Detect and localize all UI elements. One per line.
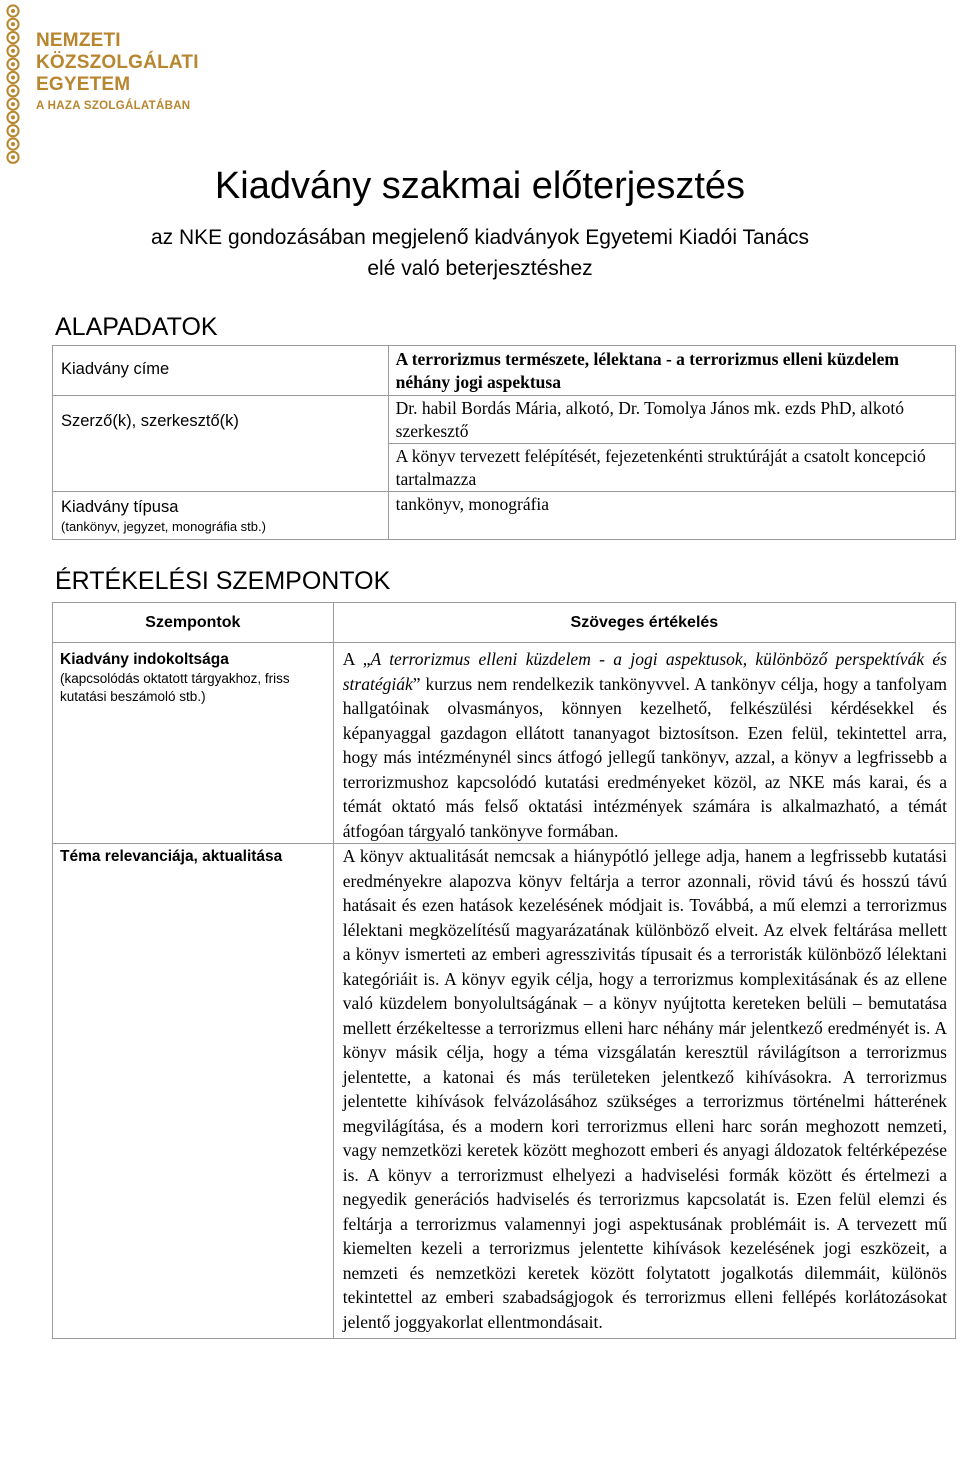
criteria-label-justification: Kiadvány indokoltsága: [60, 651, 229, 668]
row-hint-type: (tankönyv, jegyzet, monográfia stb.): [61, 519, 266, 534]
logo-line-1: NEMZETI: [36, 30, 121, 51]
label-cell: [53, 346, 389, 396]
university-logo-ornament-icon: [4, 4, 22, 172]
evaluation-text-cell: [333, 643, 955, 844]
evaluation-table: [52, 602, 956, 1339]
row-label-type: Kiadvány típusa: [61, 498, 179, 516]
subtitle-line-2: elé való beterjesztéshez: [367, 257, 593, 280]
course-title: A terrorizmus elleni küzdelem - a jogi aspektusok, különböző perspektívák és stratégiák: [342, 649, 947, 694]
column-header-criteria-label: Szempontok: [145, 613, 241, 631]
table-row: [53, 346, 956, 396]
value-cell: [388, 346, 955, 396]
document-title: Kiadvány szakmai előterjesztés: [214, 165, 746, 207]
criteria-cell: [53, 844, 334, 1339]
table-header-row: [53, 603, 956, 643]
evaluation-text-relevance: A könyv aktualitását nemcsak a hiánypótló jellege adja, hanem a legfrissebb kutatási eredményekre alapozva könyv feltárja a terror azonnali, rövid távú és hosszú távú hatásait és ezen hatások kezelésének módjait is. Továbbá, a mű elemzi a terrorizmus lélektani megközelítésű magyarázatának különböző elveit. Az elvek feltárása mellett a könyv ismerteti az emberi agresszivitás típusait és a terroristák különböző lélektani kategóriáit is. A könyv egyik célja, hogy a terrorizmus komplexitásának és az ellene való küzdelem bonyolultságának – a könyv nyújtotta kereteken belüli – bemutatása mellett érzékeltesse a terrorizmus elleni harc néhány már jelentkező eredményét is. A könyv másik célja, hogy a téma vizsgálatán keresztül rávilágítson a terrorizmus jelentette, a katonai és más területeken jelentkező kihívásokra. A terrorizmus jelentette kihívások felvázolásához szükséges a terrorizmus történelmi hátterének megvilágítása, és a modern kori terrorizmus elleni harc során meghozott nemzeti, vagy nemzetközi keretek között meghozott emberi és anyagi áldozatok feltérképezése is. A könyv a terrorizmust elhelyezi a hadviselési formák között és értelmezi a negyedik generációs hadviselés és terrorizmus kapcsolatát is. Ezen felül elemzi és feltárja a terrorizmus valamennyi jogi aspektusának problémáit is. A tervezett mű kiemelten kezeli a terrorizmus jelentette kihívások kezelésének jogi eszközeit, a nemzeti és nemzetközi keretek között folytatott jogalkotás dilemmáit, különös tekintettel az emberi szabadságjogok és terrorizmus elleni fellépés korlátozásokat jelentő joggyakorlat ellentmondásait.: [342, 846, 947, 1332]
logo-line-3: EGYETEM: [36, 74, 131, 95]
publication-type-value: tankönyv, monográfia: [395, 494, 550, 514]
column-header-text: [333, 603, 955, 643]
section-heading-ertekeles: ÉRTÉKELÉSI SZEMPONTOK: [55, 567, 391, 595]
structure-note-value: A könyv tervezett felépítését, fejezetenkénti struktúráját a csatolt koncepció tartalmazza: [395, 446, 926, 489]
basic-data-table: [52, 345, 956, 540]
value-cell: [388, 396, 955, 444]
column-header-criteria: [53, 603, 334, 643]
publication-title-value: A terrorizmus természete, lélektana - a terrorizmus elleni küzdelem néhány jogi aspektusa: [395, 349, 899, 392]
logo-line-2: KÖZSZOLGÁLATI: [36, 52, 199, 73]
row-label-authors: Szerző(k), szerkesztő(k): [61, 412, 239, 430]
column-header-text-label: Szöveges értékelés: [570, 613, 719, 631]
document-subtitle: [0, 222, 960, 284]
table-row: [53, 492, 956, 540]
row-label-title: Kiadvány címe: [61, 360, 170, 378]
university-logo: [36, 30, 199, 114]
text-rest: ” kurzus nem rendelkezik tankönyvvel. A tankönyv célja, hogy a tanfolyam hallgatóinak olvasmányos, könnyen kezelhető, felkészülési kérdésekkel és képanyaggal gazdagon ellátott tananyagot biztosítson. Ezen felül, tekintettel arra, hogy más intézménynél sincs átfogó jellegű tankönyv, azzal, a könyv a legfrissebb a terrorizmushoz kapcsolódó kutatási eredményeket közöl, az NKE más karai, és a témát oktató más felső oktatási intézmények számára is alkalmazható, a témát átfogóan tárgyaló tankönyve formában.: [342, 673, 947, 841]
authors-value: Dr. habil Bordás Mária, alkotó, Dr. Tomolya János mk. ezds PhD, alkotó szerkesztő: [395, 398, 904, 441]
table-row: [53, 643, 956, 844]
criteria-hint-justification: (kapcsolódás oktatott tárgyakhoz, friss kutatási beszámoló stb.): [60, 671, 290, 704]
evaluation-text-cell: [333, 844, 955, 1339]
text-prefix: A „: [342, 649, 371, 669]
label-cell: [53, 492, 389, 540]
value-cell: [388, 444, 955, 492]
subtitle-line-1: az NKE gondozásában megjelenő kiadványok Egyetemi Kiadói Tanács: [150, 226, 810, 249]
table-row: [53, 396, 956, 444]
table-row: [53, 844, 956, 1339]
value-cell: [388, 492, 955, 540]
evaluation-text-justification: [343, 647, 947, 843]
logo-motto: A HAZA SZOLGÁLATÁBAN: [36, 100, 191, 112]
criteria-cell: [53, 643, 334, 844]
criteria-label-relevance: Téma relevanciája, aktualitása: [60, 848, 283, 865]
section-heading-alapadatok: ALAPADATOK: [55, 313, 218, 341]
label-cell: [53, 396, 389, 492]
